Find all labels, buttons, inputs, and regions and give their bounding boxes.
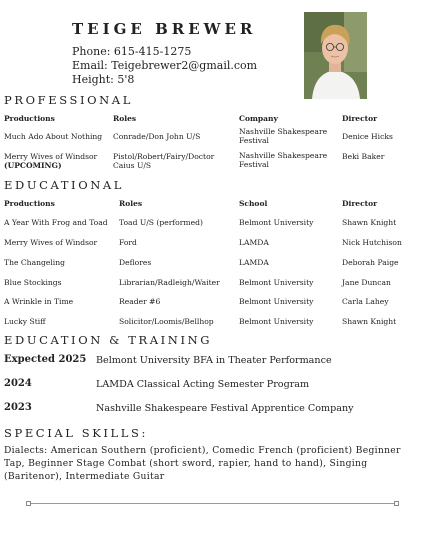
email-text: Email: Teigebrewer2@gmail.com [72, 59, 258, 72]
height-text: Height: 5'8 [72, 73, 135, 86]
prof-row2-production [4, 153, 112, 170]
training-item1-desc: Belmont University BFA in Theater Performance [96, 355, 332, 366]
edu-row2-production: Merry Wives of Windsor [4, 238, 98, 247]
edu-row5-role: Reader #6 [119, 297, 161, 306]
edu-row4-director: Jane Duncan [342, 278, 391, 287]
phone-text: Phone: 615-415-1275 [72, 45, 192, 58]
special-skills-heading: SPECIAL SKILLS: [4, 426, 148, 440]
prof-row1-role: Conrade/Don John U/S [113, 132, 201, 141]
edu-row3-director: Deborah Paige [342, 258, 399, 267]
edu-header-productions: Productions [4, 199, 55, 208]
edu-row1-role: Toad U/S (performed) [119, 218, 203, 227]
prof-row2-role: Pistol/Robert/Fairy/Doctor Caius U/S [113, 152, 215, 170]
prof-header-director: Director [342, 114, 378, 123]
prof-row1-production: Much Ado About Nothing [4, 132, 103, 141]
prof-row1-director: Denice Hicks [342, 132, 393, 141]
educational-heading: EDUCATIONAL [4, 178, 125, 192]
prof-header-productions: Productions [4, 114, 55, 123]
edu-row6-role: Solicitor/Loomis/Bellhop [119, 317, 214, 326]
prof-row2-company: Nashville Shakespeare Festival [239, 151, 328, 169]
prof-row2-director: Beki Baker [342, 152, 385, 161]
prof-row1-company: Nashville Shakespeare Festival [239, 127, 328, 145]
edu-row5-production: A Wrinkle in Time [4, 297, 74, 306]
prof-row2-upcoming-label: (UPCOMING) [4, 160, 62, 170]
training-item2-desc: LAMDA Classical Acting Semester Program [96, 379, 310, 390]
footer-divider [28, 503, 397, 504]
prof-row2-production-title: Merry Wives of Windsor [4, 152, 98, 161]
edu-row2-director: Nick Hutchison [342, 238, 402, 247]
edu-row6-production: Lucky Stiff [4, 317, 46, 326]
edu-row5-school: Belmont University [239, 297, 314, 306]
training-item3-year: 2023 [4, 402, 32, 413]
edu-row3-production: The Changeling [4, 258, 65, 267]
edu-row6-school: Belmont University [239, 317, 314, 326]
edu-row2-school: LAMDA [239, 238, 269, 247]
prof-header-company: Company [239, 114, 278, 123]
edu-header-roles: Roles [119, 199, 143, 208]
training-item3-desc: Nashville Shakespeare Festival Apprentice Company [96, 403, 354, 414]
edu-header-director: Director [342, 199, 378, 208]
special-skills-text: Dialects: American Southern (proficient), Comedic French (proficient) Beginner Tap, Beginner Stage Combat (short sword, rapier, hand to hand), Singing (Baritenor), Intermediate Guitar [4, 445, 401, 482]
edu-row6-director: Shawn Knight [342, 317, 397, 326]
edu-row2-role: Ford [119, 238, 137, 247]
edu-row1-director: Shawn Knight [342, 218, 397, 227]
education-training-heading: EDUCATION & TRAINING [4, 333, 213, 347]
edu-row1-production: A Year With Frog and Toad [4, 218, 108, 227]
contact-block [72, 45, 257, 87]
edu-row4-role: Librarian/Radleigh/Waiter [119, 278, 220, 287]
edu-header-school: School [239, 199, 268, 208]
divider-left-dot [26, 501, 31, 506]
resume-name: TEIGE BREWER [72, 20, 257, 38]
prof-header-roles: Roles [113, 114, 137, 123]
edu-row5-director: Carla Lahey [342, 297, 389, 306]
edu-row1-school: Belmont University [239, 218, 314, 227]
edu-row3-school: LAMDA [239, 258, 269, 267]
divider-right-dot [394, 501, 399, 506]
training-item1-year: Expected 2025 [4, 354, 87, 365]
professional-heading: PROFESSIONAL [4, 93, 133, 107]
headshot-photo [304, 12, 367, 99]
edu-row4-school: Belmont University [239, 278, 314, 287]
edu-row4-production: Blue Stockings [4, 278, 62, 287]
edu-row3-role: Deflores [119, 258, 152, 267]
training-item2-year: 2024 [4, 378, 32, 389]
